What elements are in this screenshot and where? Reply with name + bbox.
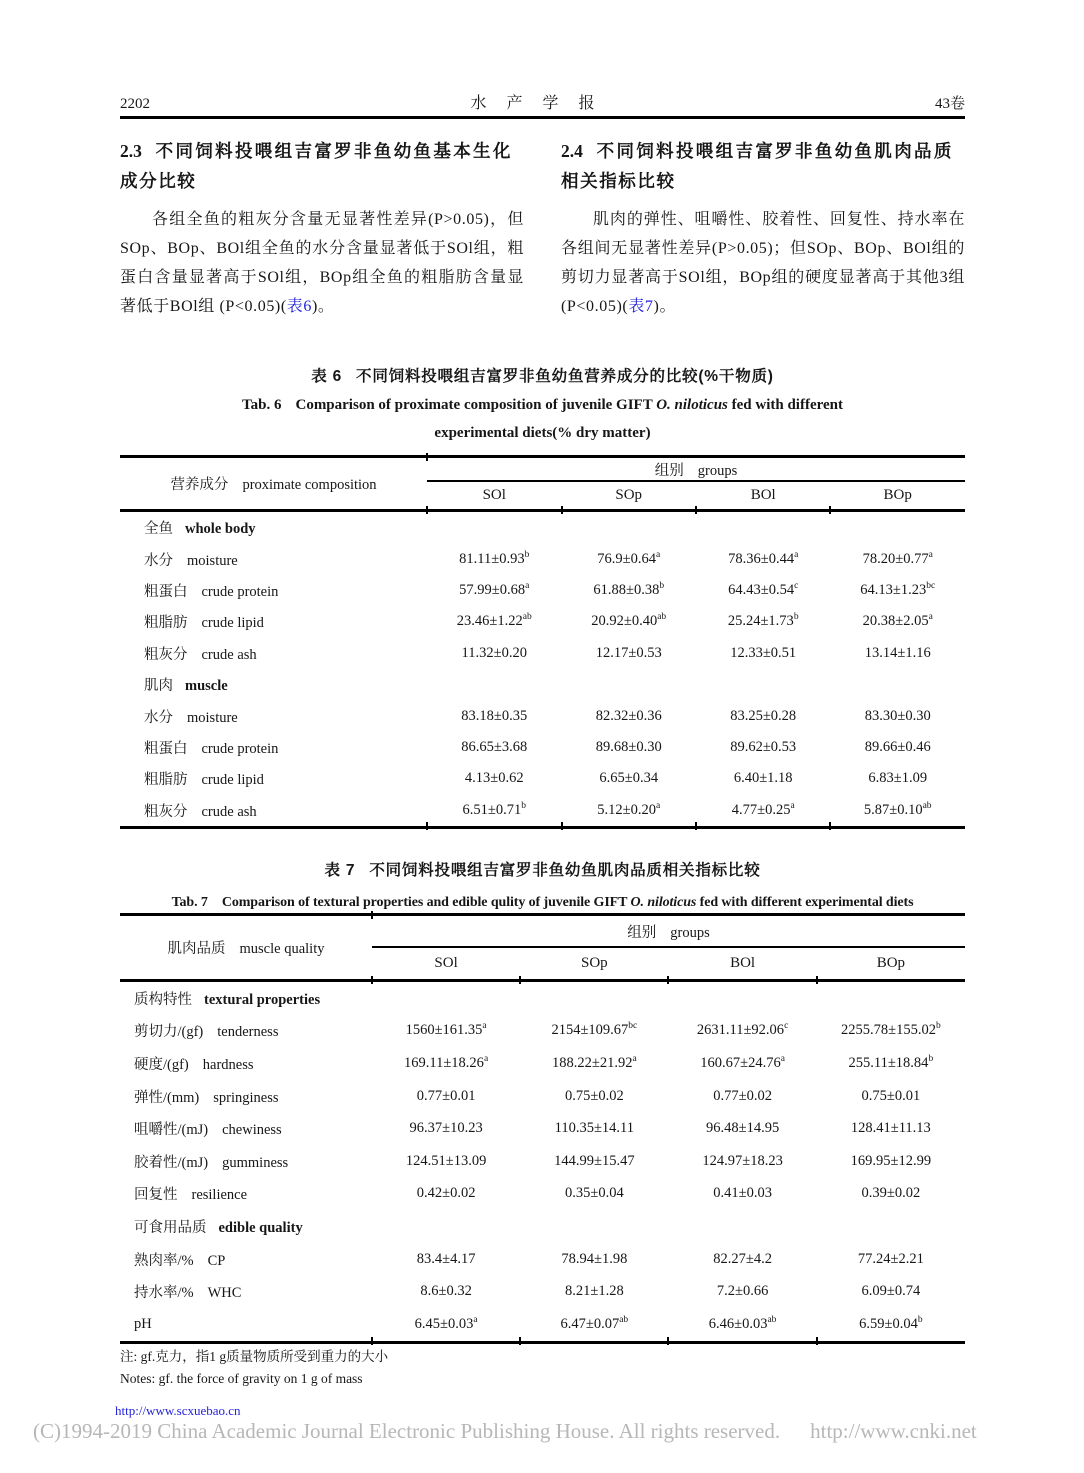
cell-value: 23.46±1.22$^{ab}$ <box>456 612 532 630</box>
table-row <box>120 732 965 763</box>
row-label: 胶着性/(mJ) gumminess <box>134 1154 289 1171</box>
table7-caption-zh: 表 7 不同饲料投喂组吉富罗非鱼幼鱼肌肉品质相关指标比较 <box>324 862 761 879</box>
column-header: SOl <box>427 481 561 511</box>
table-section-row <box>120 981 965 1015</box>
table-row <box>120 1047 965 1080</box>
cell-value: 2255.78±155.02$^b$ <box>841 1021 941 1039</box>
cell-value: 6.51±0.71$^b$ <box>462 800 526 818</box>
cell-value: 64.43±0.54$^c$ <box>728 581 799 598</box>
cell-value: 83.25±0.28 <box>730 707 797 724</box>
rule-tick <box>426 822 428 830</box>
cell-value: 12.17±0.53 <box>595 644 662 661</box>
row-label: 肌肉 muscle <box>144 678 228 695</box>
row-label: 剪切力/(gf) tenderness <box>134 1024 279 1041</box>
row-label: 水分 moisture <box>144 709 238 726</box>
rule-tick <box>816 976 818 984</box>
rule-tick <box>816 1337 818 1345</box>
cell-value: 89.68±0.30 <box>595 738 662 755</box>
cell-value: 144.99±15.47 <box>554 1152 635 1169</box>
cell-value: 6.65±0.34 <box>599 770 659 787</box>
table-row <box>120 1112 965 1145</box>
column-header: BOp <box>830 481 965 511</box>
table-section-row <box>120 1210 965 1243</box>
rule-tick <box>519 1337 521 1345</box>
cell-value: 6.47±0.07$^{ab}$ <box>560 1314 629 1332</box>
table-row <box>120 543 965 574</box>
cell-value: 83.18±0.35 <box>461 707 528 724</box>
cell-value: 57.99±0.68$^a$ <box>459 581 530 598</box>
table7-caption <box>120 858 965 917</box>
stub-header: 营养成分 proximate composition <box>120 457 427 511</box>
cell-value: 89.66±0.46 <box>864 738 931 755</box>
cell-value: 0.75±0.02 <box>564 1087 624 1104</box>
section-heading-2-4 <box>561 136 953 196</box>
cell-value: 128.41±11.13 <box>850 1120 931 1137</box>
cell-value: 0.77±0.01 <box>416 1087 476 1104</box>
rule-tick <box>371 911 373 919</box>
groups-header: 组别 groups <box>372 915 965 948</box>
column-header: BOl <box>696 481 830 511</box>
cell-value: 83.4±4.17 <box>416 1250 476 1267</box>
cell-value: 8.6±0.32 <box>420 1283 472 1300</box>
column-header: BOp <box>817 947 965 981</box>
cell-value: 169.11±18.26$^a$ <box>404 1054 489 1071</box>
journal-title: 水产学报 <box>470 95 615 112</box>
cell-value: 4.13±0.62 <box>464 770 524 787</box>
paragraph-text: 各组全鱼的粗灰分含量无显著性差异(P>0.05)，但SOp、BOp、BOl组全鱼的水分含量显著低于SOl组，粗蛋白含量显著高于SOl组，BOp组全鱼的粗脂肪含量显著低于BOl组 (P<0.05)( <box>120 211 524 315</box>
cell-value: 0.77±0.02 <box>713 1087 772 1104</box>
row-label: 弹性/(mm) springiness <box>134 1089 279 1106</box>
cell-value: 7.2±0.66 <box>716 1283 769 1300</box>
table-row <box>120 638 965 669</box>
row-label: 粗脂肪 crude lipid <box>144 772 264 789</box>
page-number: 2202 <box>120 96 150 112</box>
groups-header: 组别 groups <box>427 457 965 482</box>
table7-notes <box>120 1346 965 1390</box>
cell-value: 0.42±0.02 <box>416 1185 476 1202</box>
rule-tick <box>519 976 521 984</box>
cell-value: 11.32±0.20 <box>461 644 527 661</box>
row-label: 咀嚼性/(mJ) chewiness <box>134 1122 282 1139</box>
row-label: 回复性 resilience <box>134 1187 248 1204</box>
cell-value: 160.67±24.76$^a$ <box>700 1054 785 1071</box>
cell-value: 20.38±2.05$^a$ <box>862 612 933 630</box>
scxuebao-link[interactable]: http://www.scxuebao.cn <box>115 1403 241 1418</box>
cell-value: 0.41±0.03 <box>713 1185 772 1202</box>
cell-value: 77.24±2.21 <box>857 1250 924 1267</box>
rule-tick <box>667 1337 669 1345</box>
table6-caption <box>120 364 965 447</box>
table6-caption-en: Tab. 6 Comparison of proximate composition of juvenile GIFT O. niloticus fed with different experimental diets(% dry matter) <box>242 397 843 441</box>
volume-label: 43卷 <box>934 96 965 112</box>
paragraph-text: )。 <box>311 298 335 315</box>
empty-cell <box>427 511 965 544</box>
cell-value: 6.45±0.03$^a$ <box>414 1314 478 1332</box>
note-en: Notes: gf. the force of gravity on 1 g of mass <box>120 1371 363 1386</box>
cell-value: 188.22±21.92$^a$ <box>552 1054 637 1071</box>
row-label: 粗脂肪 crude lipid <box>144 615 264 632</box>
rule-tick <box>371 976 373 984</box>
row-label: 硬度/(gf) hardness <box>134 1056 254 1073</box>
table6 <box>120 455 965 829</box>
row-label: 持水率/% WHC <box>134 1285 242 1302</box>
section-paragraph-2-3 <box>120 205 524 321</box>
page-header <box>120 90 965 113</box>
table7-link[interactable]: 表7 <box>628 298 654 315</box>
cell-value: 12.33±0.51 <box>730 644 797 661</box>
rule-tick <box>667 976 669 984</box>
row-label: 粗灰分 crude ash <box>144 646 257 663</box>
row-label: 粗蛋白 crude protein <box>144 583 279 600</box>
table-row <box>120 795 965 828</box>
copyright-watermark <box>33 1419 1073 1444</box>
cell-value: 82.32±0.36 <box>595 707 662 724</box>
rule-tick <box>426 506 428 514</box>
cell-value: 124.51±13.09 <box>405 1152 487 1169</box>
cell-value: 2631.11±92.06$^c$ <box>696 1021 789 1039</box>
cell-value: 78.94±1.98 <box>561 1250 628 1267</box>
section-title: 不同饲料投喂组吉富罗非鱼幼鱼基本生化成分比较 <box>120 141 512 191</box>
row-label: 水分 moisture <box>144 552 238 569</box>
cell-value: 6.40±1.18 <box>733 770 793 787</box>
section-title: 不同饲料投喂组吉富罗非鱼幼鱼肌肉品质相关指标比较 <box>561 141 953 191</box>
cell-value: 0.35±0.04 <box>564 1185 624 1202</box>
section-number: 2.3 <box>120 141 142 161</box>
column-header: SOl <box>372 947 520 981</box>
table-row <box>120 575 965 606</box>
cell-value: 81.11±0.93$^b$ <box>459 549 530 567</box>
section-number: 2.4 <box>561 141 583 161</box>
empty-cell <box>372 981 965 1015</box>
row-label: 熟肉率/% CP <box>134 1252 226 1269</box>
cell-value: 255.11±18.84$^b$ <box>848 1054 934 1071</box>
cell-value: 5.12±0.20$^a$ <box>597 800 661 818</box>
rule-tick <box>829 822 831 830</box>
section-paragraph-2-4 <box>561 205 965 321</box>
row-label: 全鱼 whole body <box>144 521 256 538</box>
cell-value: 6.09±0.74 <box>861 1283 921 1300</box>
cell-value: 96.37±10.23 <box>409 1120 483 1137</box>
row-label: 粗灰分 crude ash <box>144 803 257 820</box>
paragraph-text: )。 <box>653 298 677 315</box>
table6-link[interactable]: 表6 <box>286 298 312 315</box>
table-row <box>120 1080 965 1113</box>
cell-value: 83.30±0.30 <box>864 707 931 724</box>
cell-value: 8.21±1.28 <box>564 1283 624 1300</box>
rule-tick <box>561 822 563 830</box>
section-heading-2-3 <box>120 136 512 196</box>
two-column-text <box>120 136 965 321</box>
column-right <box>561 136 965 321</box>
cell-value: 78.36±0.44$^a$ <box>728 549 799 567</box>
table-proximate-composition <box>120 455 965 829</box>
row-label: 质构特性 textural properties <box>134 991 321 1008</box>
cell-value: 76.9±0.64$^a$ <box>597 549 661 567</box>
column-left <box>120 136 524 321</box>
table-row <box>120 1145 965 1178</box>
table7 <box>120 913 965 1344</box>
rule-tick <box>695 822 697 830</box>
cell-value: 124.97±18.23 <box>702 1152 783 1169</box>
empty-cell <box>372 1210 965 1243</box>
column-header: SOp <box>561 481 695 511</box>
table-row <box>120 1178 965 1211</box>
stub-header: 肌肉品质 muscle quality <box>120 915 372 981</box>
table6-caption-zh: 表 6 不同饲料投喂组吉富罗非鱼幼鱼营养成分的比较(%干物质) <box>311 368 774 385</box>
cell-value: 6.83±1.09 <box>868 770 928 787</box>
cell-value: 25.24±1.73$^b$ <box>727 612 799 630</box>
table7-caption-en: Tab. 7 Comparison of textural properties and edible qulity of juvenile GIFT O. niloticus fed with different experimental diets <box>171 895 914 910</box>
table-row <box>120 1275 965 1308</box>
cell-value: 96.48±14.95 <box>705 1120 780 1137</box>
table-row <box>120 1308 965 1342</box>
row-label: 粗蛋白 crude protein <box>144 740 279 757</box>
rule-tick <box>371 1337 373 1345</box>
table-section-row <box>120 511 965 544</box>
cell-value: 5.87±0.10$^{ab}$ <box>863 800 932 818</box>
column-header: BOl <box>668 947 816 981</box>
cnki-link: http://www.cnki.net <box>810 1419 977 1443</box>
table-row <box>120 700 965 731</box>
cell-value: 2154±109.67$^{bc}$ <box>551 1021 638 1039</box>
copyright-text: (C)1994-2019 China Academic Journal Electronic Publishing House. All rights reserved. <box>33 1419 781 1443</box>
empty-cell <box>427 669 965 700</box>
rule-tick <box>426 453 428 461</box>
cell-value: 20.92±0.40$^{ab}$ <box>591 612 667 630</box>
cell-value: 0.75±0.01 <box>861 1087 921 1104</box>
rule-tick <box>561 506 563 514</box>
row-label: pH <box>134 1315 152 1332</box>
column-header: SOp <box>520 947 668 981</box>
table-row <box>120 606 965 637</box>
table-row <box>120 763 965 794</box>
cell-value: 1560±161.35$^a$ <box>405 1021 487 1039</box>
cell-value: 0.39±0.02 <box>861 1185 921 1202</box>
cell-value: 86.65±3.68 <box>461 738 528 755</box>
cell-value: 110.35±14.11 <box>554 1120 635 1137</box>
cell-value: 13.14±1.16 <box>864 644 931 661</box>
cell-value: 82.27±4.2 <box>713 1250 772 1267</box>
cell-value: 6.46±0.03$^{ab}$ <box>708 1314 777 1332</box>
header-rule <box>120 116 965 119</box>
row-label: 可食用品质 edible quality <box>134 1219 303 1236</box>
cell-value: 6.59±0.04$^b$ <box>859 1314 923 1332</box>
cell-value: 4.77±0.25$^a$ <box>731 800 795 818</box>
table-muscle-quality <box>120 913 965 1344</box>
rule-tick <box>829 506 831 514</box>
table-row <box>120 1243 965 1276</box>
cell-value: 78.20±0.77$^a$ <box>862 549 933 567</box>
note-zh: 注: gf.克力，指1 g质量物质所受到重力的大小 <box>120 1349 389 1364</box>
cell-value: 61.88±0.38$^b$ <box>593 581 665 598</box>
table-section-row <box>120 669 965 700</box>
cell-value: 169.95±12.99 <box>850 1152 932 1169</box>
paragraph-text: 肌肉的弹性、咀嚼性、胶着性、回复性、持水率在各组间无显著性差异(P>0.05)；但SOp、BOp、BOl组的剪切力显著高于SOl组，BOp组的硬度显著高于其他3组(P<0.05)( <box>561 211 965 315</box>
cell-value: 64.13±1.23$^{bc}$ <box>860 581 936 598</box>
table-row <box>120 1015 965 1048</box>
cell-value: 89.62±0.53 <box>730 738 797 755</box>
rule-tick <box>695 506 697 514</box>
